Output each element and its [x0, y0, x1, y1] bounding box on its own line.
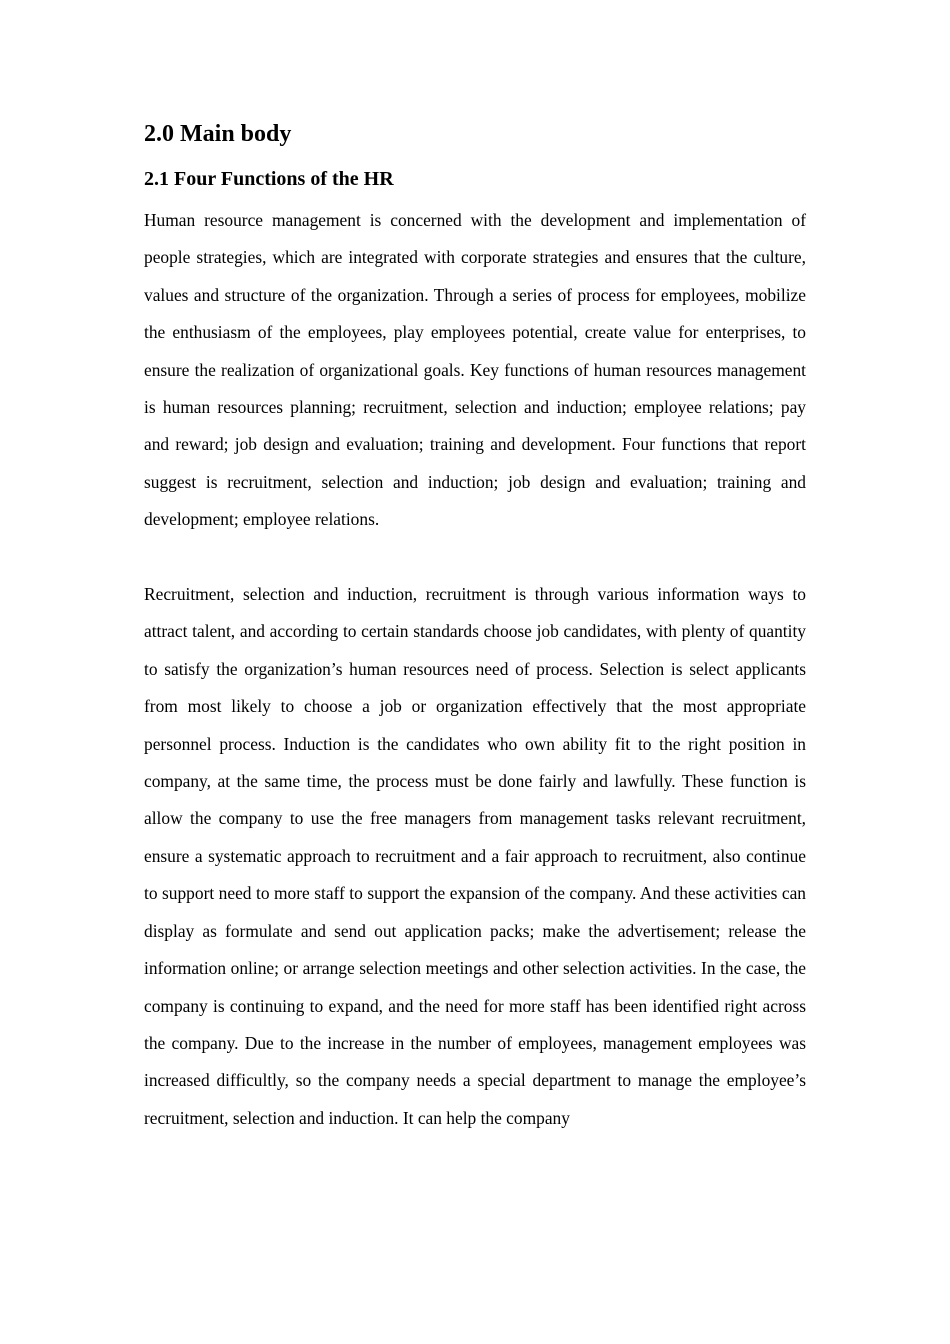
paragraph-spacer — [144, 539, 806, 576]
body-paragraph-2: Recruitment, selection and induction, recruitment is through various information ways to attract talent, and according to certain standards choose job candidates, with plenty of quantity to satisfy the organization’s human resources need of process. Selection is select applicants from most likely to choose a job or organization effectively that the most appropriate personnel process. Induction is the candidates who own ability fit to the right position in company, at the same time, the process must be done fairly and lawfully. These function is allow the company to use the free managers from management tasks relevant recruitment, ensure a systematic approach to recruitment and a fair approach to recruitment, also continue to support need to more staff to support the expansion of the company. And these activities can display as formulate and send out application packs; make the advertisement; release the information online; or arrange selection meetings and other selection activities. In the case, the company is continuing to expand, and the need for more staff has been identified right across the company. Due to the increase in the number of employees, management employees was increased difficultly, so the company needs a special department to manage the employee’s recruitment, selection and induction. It can help the company — [144, 584, 806, 1128]
document-page — [144, 112, 806, 1137]
subsection-heading: 2.1 Four Functions of the HR — [144, 168, 394, 190]
body-paragraph-1: Human resource management is concerned with the development and implementation of people strategies, which are integrated with corporate strategies and ensures that the culture, values and structure of the organization. Through a series of process for employees, mobilize the enthusiasm of the employees, play employees potential, create value for enterprises, to ensure the realization of organizational goals. Key functions of human resources management is human resources planning; recruitment, selection and induction; employee relations; pay and reward; job design and evaluation; training and development. Four functions that report suggest is recruitment, selection and induction; job design and evaluation; training and development; employee relations. — [144, 210, 806, 530]
section-heading: 2.0 Main body — [144, 121, 292, 147]
